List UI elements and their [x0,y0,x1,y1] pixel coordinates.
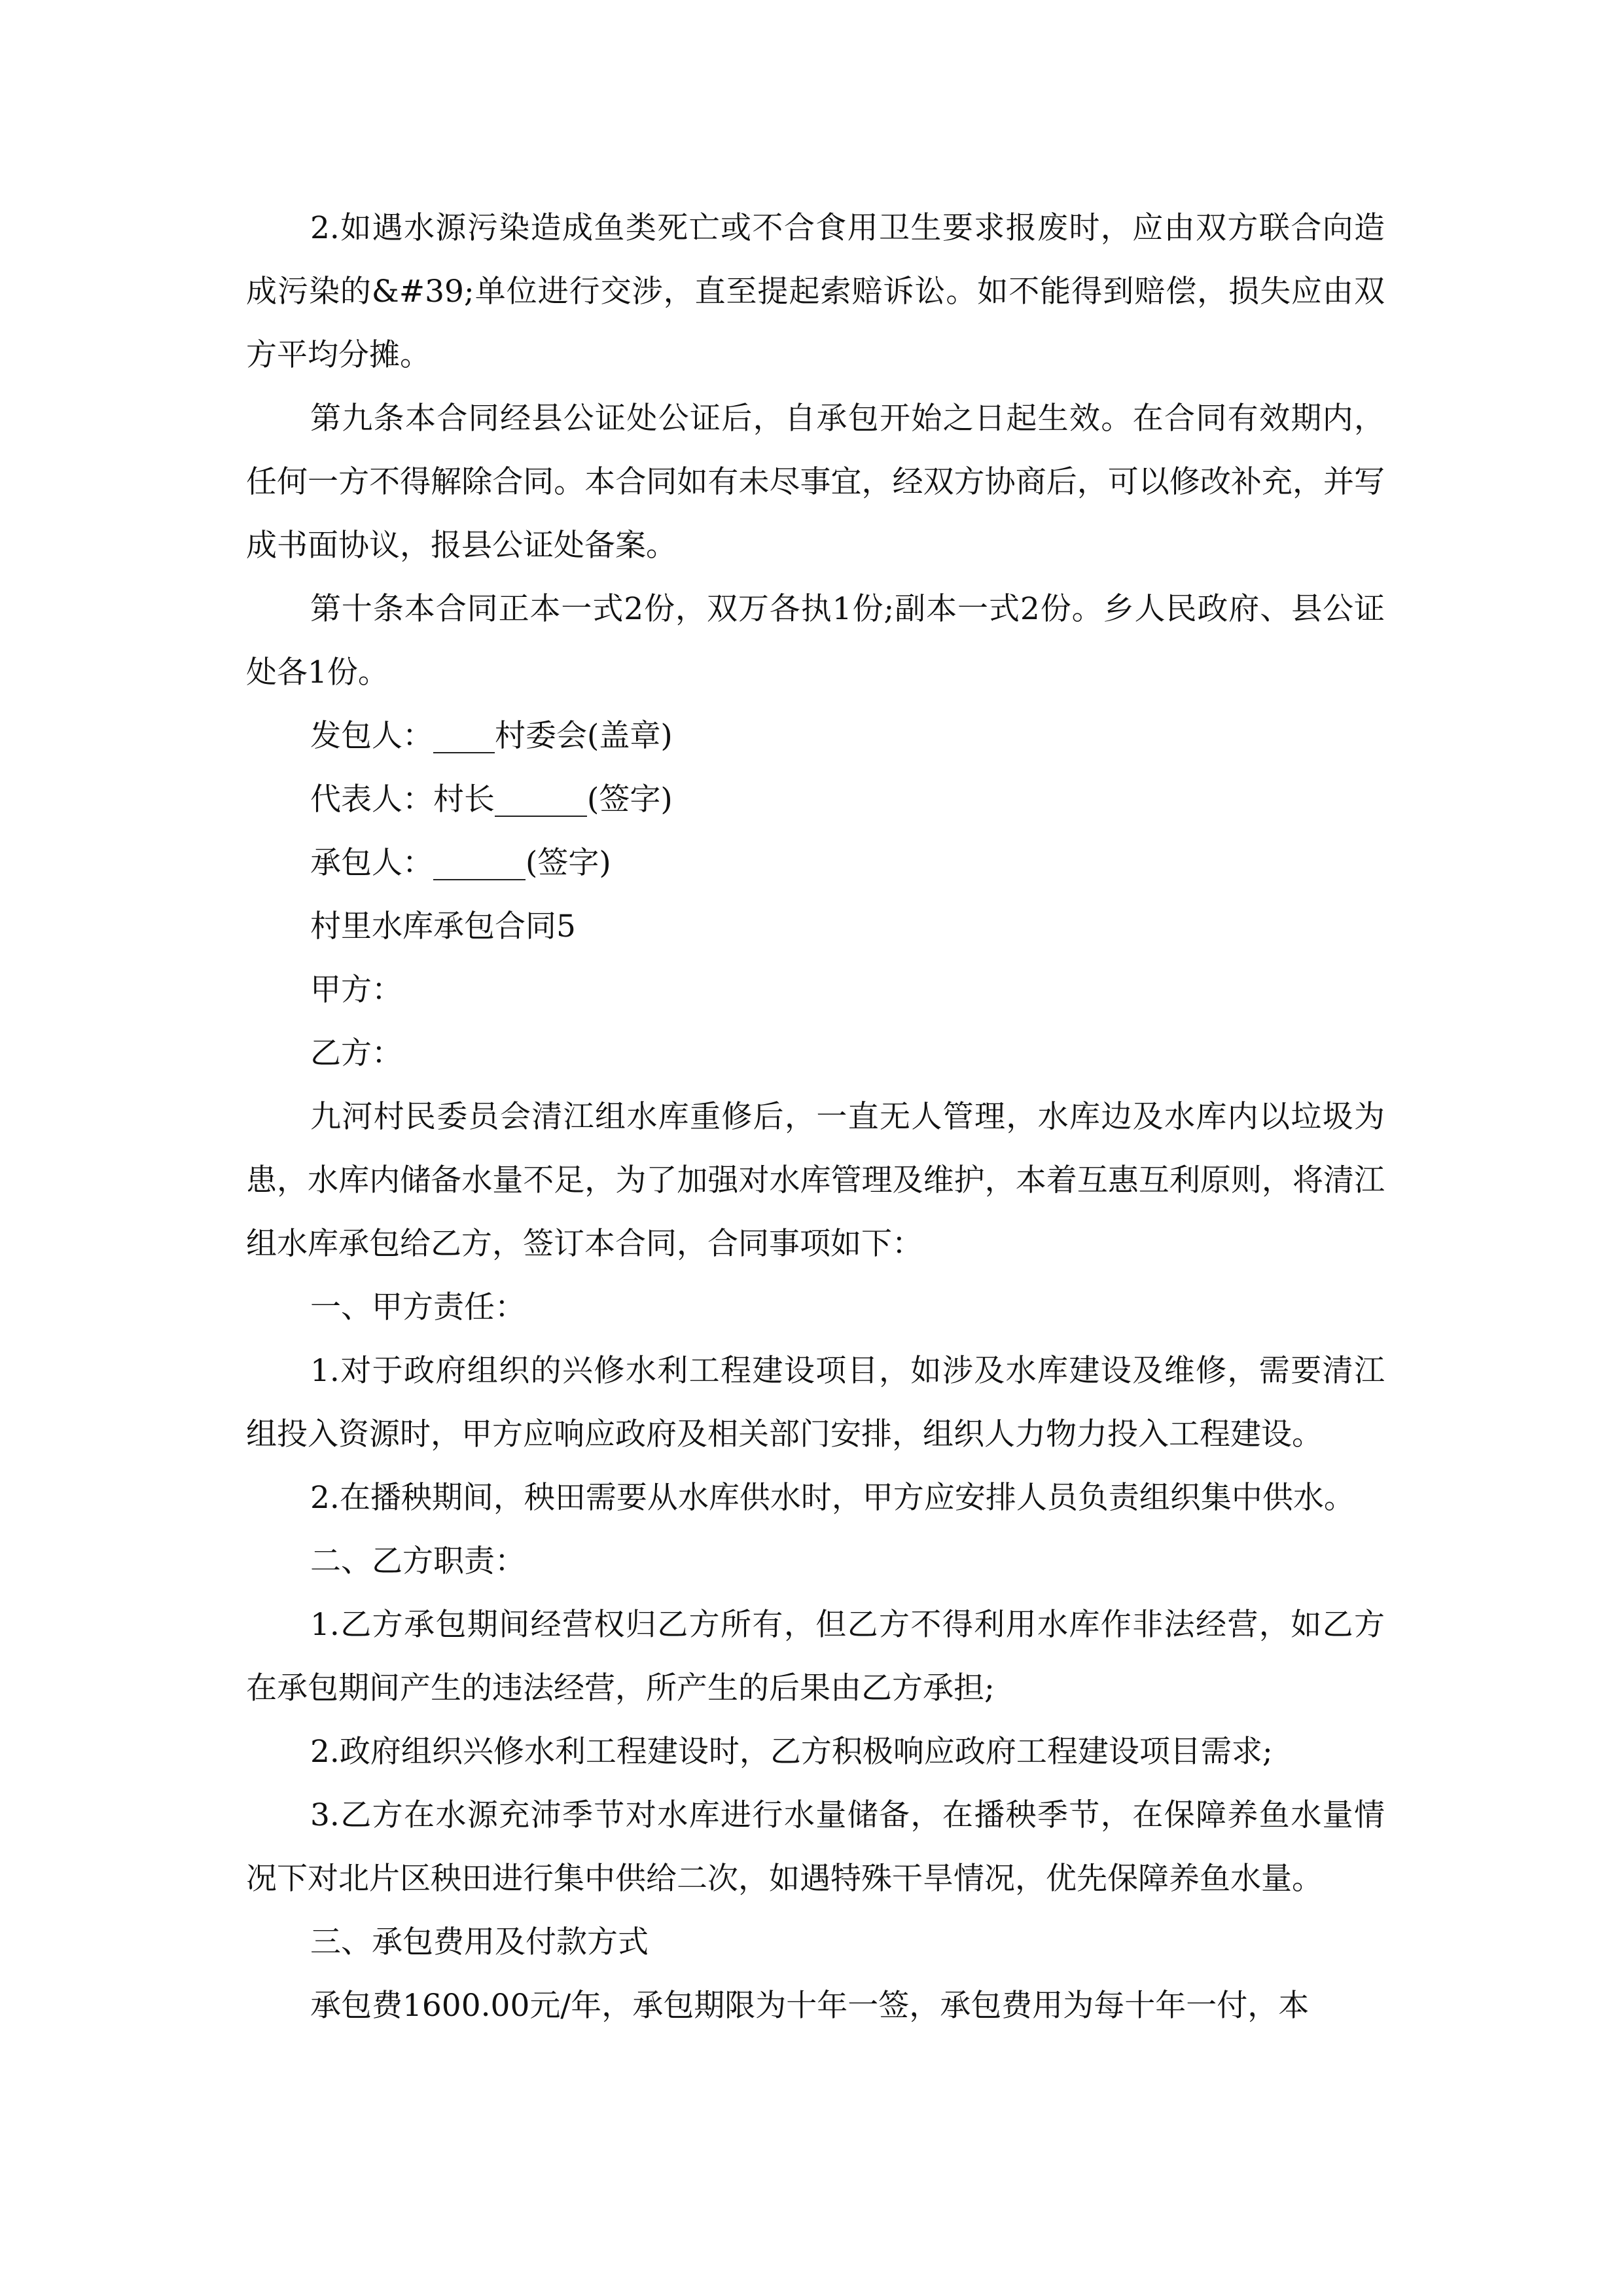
contract-heading: 村里水库承包合同5 [310,908,576,944]
section-heading-fees: 三、承包费用及付款方式 [310,1924,649,1960]
party-a-line: 甲方： [310,972,402,1008]
paragraph-fees: 承包费1600.00元/年，承包期限为十年一签，承包费用为每十年一付，本 [310,1988,1310,2024]
signature-line-issuer: 发包人：____村委会(盖章) [310,718,673,754]
document-body [246,196,1385,2037]
paragraph-pollution-clause: 2.如遇水源污染造成鱼类死亡或不合食用卫生要求报废时，应由双方联合向造成污染的&#39;单位进行交涉，直至提起索赔诉讼。如不能得到赔偿，损失应由双方平均分摊。 [246,210,1385,373]
paragraph-party-b-item-1: 1.乙方承包期间经营权归乙方所有，但乙方不得利用水库作非法经营，如乙方在承包期间产生的违法经营，所产生的后果由乙方承担; [246,1607,1385,1706]
paragraph-party-b-item-3: 3.乙方在水源充沛季节对水库进行水量储备，在播秧季节，在保障养鱼水量情况下对北片区秧田进行集中供给二次，如遇特殊干旱情况，优先保障养鱼水量。 [246,1797,1385,1897]
signature-line-representative: 代表人：村长______(签字) [310,781,673,817]
paragraph-article-10: 第十条本合同正本一式2份，双万各执1份;副本一式2份。乡人民政府、县公证处各1份。 [246,591,1385,691]
paragraph-party-b-item-2: 2.政府组织兴修水利工程建设时，乙方积极响应政府工程建设项目需求; [310,1734,1273,1770]
party-b-line: 乙方： [310,1035,402,1071]
section-heading-party-a: 一、甲方责任： [310,1289,526,1325]
section-heading-party-b: 二、乙方职责： [310,1543,526,1579]
paragraph-party-a-item-2: 2.在播秧期间，秧田需要从水库供水时，甲方应安排人员负责组织集中供水。 [310,1480,1355,1516]
paragraph-preamble: 九河村民委员会清江组水库重修后，一直无人管理，水库边及水库内以垃圾为患，水库内储备水量不足，为了加强对水库管理及维护，本着互惠互利原则，将清江组水库承包给乙方，签订本合同，合同事项如下： [246,1099,1385,1262]
paragraph-article-9: 第九条本合同经县公证处公证后，自承包开始之日起生效。在合同有效期内，任何一方不得解除合同。本合同如有未尽事宜，经双方协商后，可以修改补充，并写成书面协议，报县公证处备案。 [246,401,1385,564]
signature-line-contractor: 承包人：______(签字) [310,845,611,881]
paragraph-party-a-item-1: 1.对于政府组织的兴修水利工程建设项目，如涉及水库建设及维修，需要清江组投入资源时，甲方应响应政府及相关部门安排，组织人力物力投入工程建设。 [246,1353,1385,1452]
